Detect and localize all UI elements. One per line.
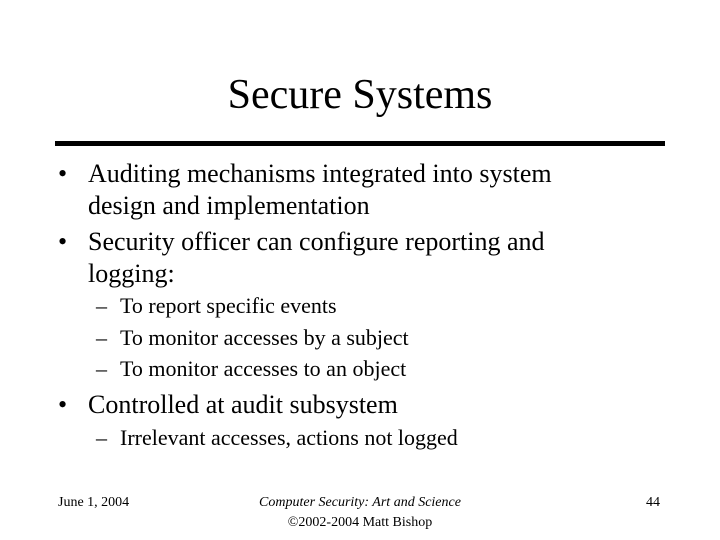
bullet-text-line: logging: xyxy=(88,259,175,288)
slide-title: Secure Systems xyxy=(227,72,493,118)
sub-bullet-dash: – xyxy=(96,356,107,381)
sub-bullet-dash: – xyxy=(96,425,107,450)
sub-bullet-text: To report specific events xyxy=(120,293,337,318)
bullet-text-line: Security officer can configure reporting and xyxy=(88,227,545,256)
sub-bullet-text: To monitor accesses to an object xyxy=(120,356,407,381)
bullet-dot: • xyxy=(58,227,68,256)
footer-date: June 1, 2004 xyxy=(58,495,130,510)
footer-copyright: ©2002-2004 Matt Bishop xyxy=(287,515,433,530)
footer-center xyxy=(210,493,510,533)
bullet-dot: • xyxy=(58,390,68,419)
bullet-dot: • xyxy=(58,159,68,188)
sub-bullet-dash: – xyxy=(96,293,107,318)
sub-bullet-text: Irrelevant accesses, actions not logged xyxy=(120,425,458,450)
bullet-text-line: design and implementation xyxy=(88,191,370,220)
bullet-text-line: Controlled at audit subsystem xyxy=(88,390,398,419)
bullet-text-line: Auditing mechanisms integrated into system xyxy=(88,159,552,188)
sub-bullet-dash: – xyxy=(96,325,107,350)
sub-bullet-text: To monitor accesses by a subject xyxy=(120,325,409,350)
footer-page-number: 44 xyxy=(646,495,660,510)
title-underline xyxy=(55,141,665,146)
footer-book-title: Computer Security: Art and Science xyxy=(259,495,461,510)
